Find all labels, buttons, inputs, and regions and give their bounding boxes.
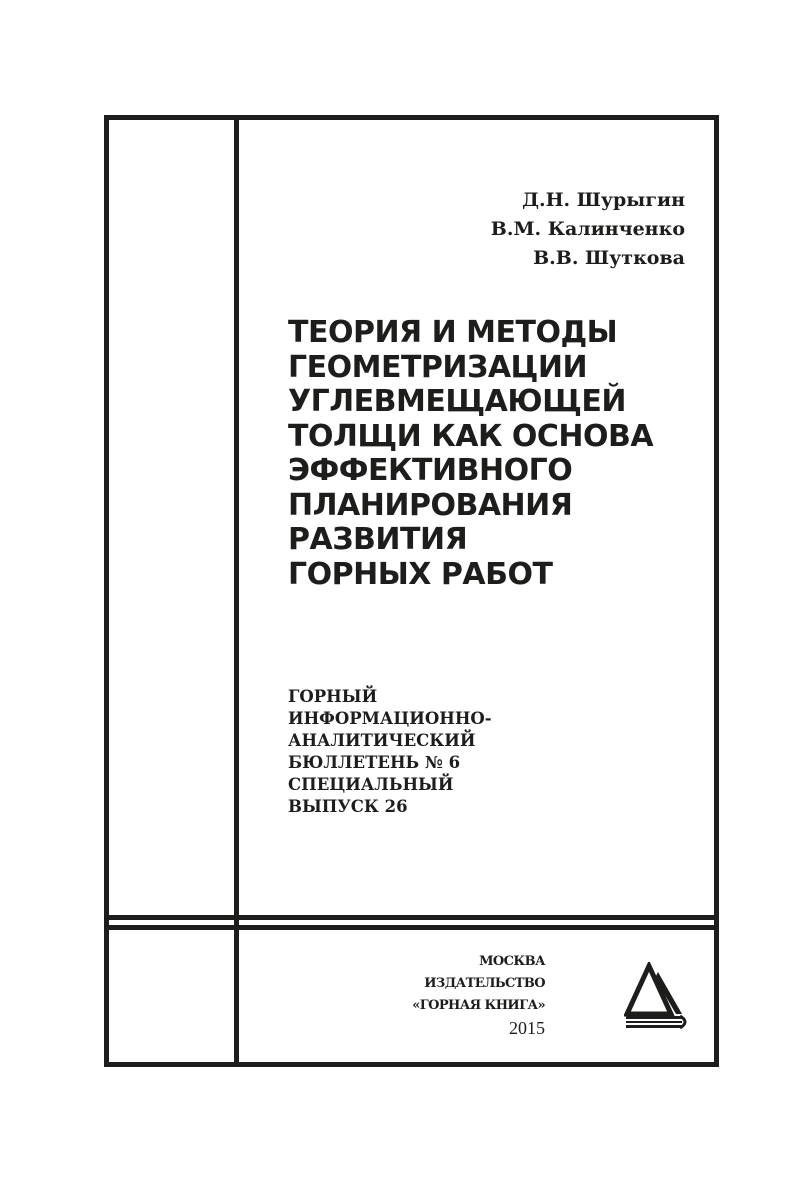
authors-block: [491, 186, 685, 273]
series-line: СПЕЦИАЛЬНЫЙ: [288, 775, 454, 794]
title-line: ГОРНЫХ РАБОТ: [288, 556, 553, 592]
frame-double-bar-lower: [104, 925, 719, 930]
publisher-house-line2: «ГОРНАЯ КНИГА»: [412, 998, 545, 1013]
publisher-block: [412, 951, 545, 1039]
title-line: ГЕОМЕТРИЗАЦИИ: [288, 349, 588, 385]
series-line: ГОРНЫЙ: [288, 687, 378, 706]
book-title: [288, 316, 653, 592]
frame-top: [104, 115, 719, 120]
triangle-on-book-logo-icon: [624, 962, 694, 1030]
publication-year: 2015: [509, 1018, 545, 1038]
publisher-house-line1: ИЗДАТЕЛЬСТВО: [424, 976, 545, 991]
frame-double-bar-upper: [104, 915, 719, 920]
title-line: ТЕОРИЯ И МЕТОДЫ: [288, 315, 618, 350]
title-line: ТОЛЩИ КАК ОСНОВА: [288, 418, 654, 454]
author-3: В.В. Шуткова: [533, 247, 685, 269]
series-line: ИНФОРМАЦИОННО-: [288, 709, 492, 728]
author-1: Д.Н. Шурыгин: [522, 189, 685, 211]
frame-bottom: [104, 1062, 719, 1067]
series-line: ВЫПУСК 26: [288, 797, 408, 816]
title-line: ЭФФЕКТИВНОГО: [288, 453, 573, 488]
title-line: РАЗВИТИЯ: [288, 522, 468, 557]
series-info: [288, 686, 492, 818]
series-line: АНАЛИТИЧЕСКИЙ: [288, 731, 476, 750]
series-line: БЮЛЛЕТЕНЬ № 6: [288, 753, 461, 772]
title-line: ПЛАНИРОВАНИЯ: [288, 487, 573, 523]
publisher-city: МОСКВА: [479, 954, 545, 969]
title-line: УГЛЕВМЕЩАЮЩЕЙ: [288, 384, 626, 419]
author-2: В.М. Калинченко: [490, 218, 685, 240]
